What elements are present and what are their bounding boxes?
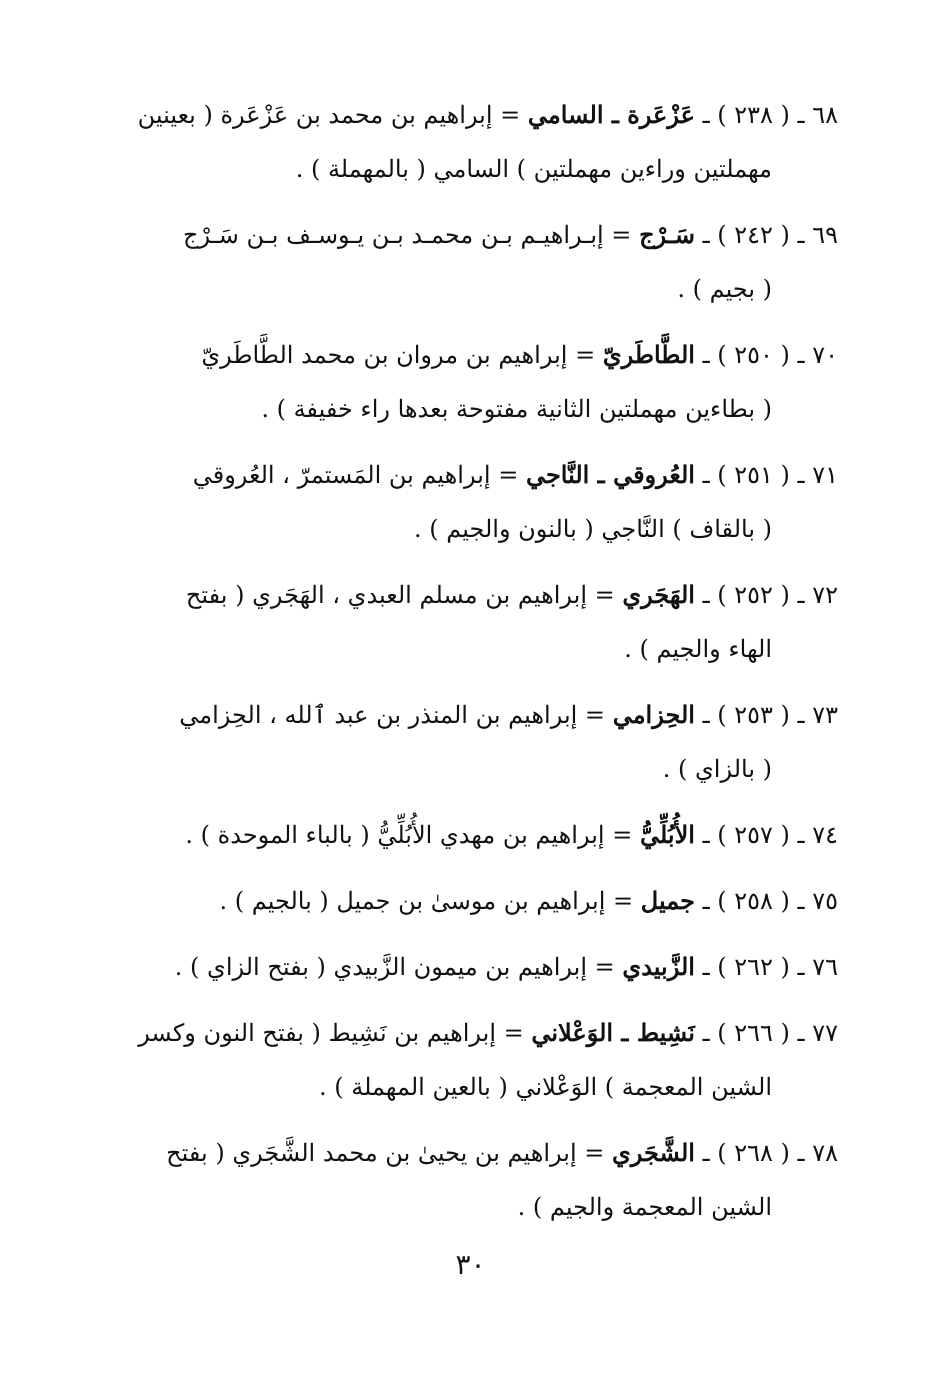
entry-line-2: ( بالزاي ) . <box>662 755 772 783</box>
entry-text: = إبراهيم بن موسىٰ بن جميل ( بالجيم ) . <box>219 887 634 915</box>
entry-name: الزَّبيدي <box>622 952 695 981</box>
entry-reference: ( ٢٣٨ ) ـ <box>702 101 790 129</box>
entry-reference: ( ٢٤٢ ) ـ <box>702 221 790 249</box>
entry-reference: ( ٢٥١ ) ـ <box>702 461 790 489</box>
entry-name: الشَّجَري <box>612 1138 695 1167</box>
entry-77 <box>86 1006 838 1114</box>
entry-text: = إبراهيم بن المَستمرّ ، العُروقي <box>192 461 519 489</box>
entry-name: عَزْعَرة ـ السامي <box>527 100 695 129</box>
entry-number: ٧١ ـ <box>797 461 838 489</box>
entries-list <box>86 88 838 1246</box>
entry-reference: ( ٢٥٢ ) ـ <box>702 581 790 609</box>
entry-line-1 <box>86 1126 838 1180</box>
entry-name: العُروقي ـ النَّاجي <box>525 460 695 489</box>
entry-text: = إبراهيم بن المنذر بن عبد ٱلله ، الحِزامي <box>179 701 606 729</box>
entry-reference: ( ٢٥٠ ) ـ <box>702 341 790 369</box>
entry-line-1 <box>86 328 838 382</box>
entry-line-1 <box>86 568 838 622</box>
entry-line-1 <box>86 874 838 928</box>
entry-line-2: ( بجيم ) . <box>677 275 772 303</box>
entry-68 <box>86 88 838 196</box>
entry-72 <box>86 568 838 676</box>
entry-name: الطَّاطَريّ <box>602 340 695 369</box>
entry-line-2: الهاء والجيم ) . <box>624 635 772 663</box>
entry-reference: ( ٢٥٣ ) ـ <box>702 701 790 729</box>
entry-name: الحِزامي <box>612 700 695 729</box>
entry-text: = إبراهيم بن ميمون الزَّبيدي ( بفتح الزاي ) . <box>174 953 615 981</box>
entry-75 <box>86 874 838 928</box>
entry-number: ٧٢ ـ <box>797 581 838 609</box>
entry-74 <box>86 808 838 862</box>
entry-reference: ( ٢٦٢ ) ـ <box>702 953 790 981</box>
entry-text: = إبراهيم بن محمد بن عَزْعَرة ( بعينين <box>137 101 521 129</box>
entry-number: ٧٥ ـ <box>797 887 838 915</box>
entry-text: = إبراهيم بن يحيىٰ بن محمد الشَّجَري ( بفتح <box>166 1139 605 1167</box>
entry-number: ٦٩ ـ <box>797 221 838 249</box>
entry-line-2: ( بطاءين مهملتين الثانية مفتوحة بعدها راء خفيفة ) . <box>261 395 772 423</box>
entry-number: ٧٤ ـ <box>797 821 838 849</box>
entry-name: سَـرْج <box>639 220 695 249</box>
entry-73 <box>86 688 838 796</box>
entry-text: = إبراهيم بن مسلم العبدي ، الهَجَري ( بفتح <box>185 581 615 609</box>
entry-name: جميل <box>640 886 695 915</box>
entry-line-1 <box>86 208 838 262</box>
entry-line-2: الشين المعجمة والجيم ) . <box>517 1193 772 1221</box>
entry-line-1 <box>86 88 838 142</box>
entry-line-1 <box>86 1006 838 1060</box>
entry-76 <box>86 940 838 994</box>
entry-name: الأُبُلِّيُّ <box>639 820 695 849</box>
entry-text: = إبـراهيـم بـن محمـد بـن يـوسـف بـن سَـرْج <box>182 221 632 249</box>
entry-text: = إبراهيم بن مروان بن محمد الطَّاطَريّ <box>201 341 596 369</box>
entry-number: ٦٨ ـ <box>797 101 838 129</box>
entry-name: الهَجَري <box>622 580 695 609</box>
entry-name: نَشِيط ـ الوَعْلاني <box>531 1018 695 1047</box>
entry-text: = إبراهيم بن مهدي الأُبُلِّيُّ ( بالباء الموحدة ) . <box>185 821 633 849</box>
entry-reference: ( ٢٥٨ ) ـ <box>702 887 790 915</box>
entry-70 <box>86 328 838 436</box>
entry-number: ٧٦ ـ <box>797 953 838 981</box>
entry-number: ٧٧ ـ <box>797 1019 838 1047</box>
page-number: ٣٠ <box>455 1248 486 1281</box>
entry-reference: ( ٢٥٧ ) ـ <box>702 821 790 849</box>
entry-text: = إبراهيم بن نَشِيط ( بفتح النون وكسر <box>138 1019 524 1047</box>
entry-line-1 <box>86 448 838 502</box>
entry-number: ٧٣ ـ <box>797 701 838 729</box>
entry-reference: ( ٢٦٦ ) ـ <box>702 1019 790 1047</box>
entry-line-1 <box>86 940 838 994</box>
entry-line-2: مهملتين وراءين مهملتين ) السامي ( بالمهملة ) . <box>295 155 772 183</box>
entry-line-2: الشين المعجمة ) الوَعْلاني ( بالعين المهملة ) . <box>318 1073 772 1101</box>
entry-line-2: ( بالقاف ) النَّاجي ( بالنون والجيم ) . <box>414 515 772 543</box>
entry-number: ٧٨ ـ <box>797 1139 838 1167</box>
entry-71 <box>86 448 838 556</box>
entry-line-1 <box>86 688 838 742</box>
entry-line-1 <box>86 808 838 862</box>
entry-number: ٧٠ ـ <box>797 341 838 369</box>
entry-78 <box>86 1126 838 1234</box>
entry-69 <box>86 208 838 316</box>
entry-reference: ( ٢٦٨ ) ـ <box>702 1139 790 1167</box>
